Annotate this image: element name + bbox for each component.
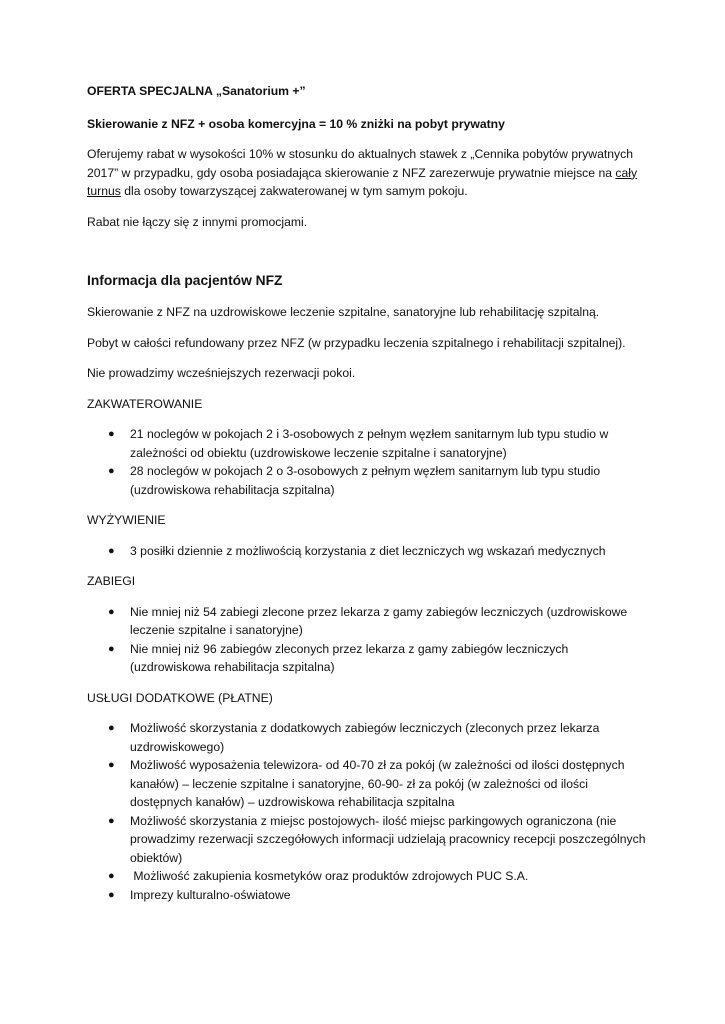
list-item <box>108 719 647 756</box>
bullet-icon: ● <box>108 814 115 827</box>
list-item-text: 3 posiłki dziennie z możliwością korzystania z diet leczniczych wg wskazań medycznych <box>130 543 606 558</box>
list-item-text: Możliwość zakupienia kosmetyków oraz produktów zdrojowych PUC S.A. <box>130 869 529 883</box>
food-list <box>87 542 647 561</box>
nfz-paragraph-1: Skierowanie z NFZ na uzdrowiskowe leczenie szpitalne, sanatoryjne lub rehabilitację szpitalną. <box>87 305 600 319</box>
list-item-text: Imprezy kulturalno-oświatowe <box>130 887 291 902</box>
list-item-text: Nie mniej niż 96 zabiegów zleconych przez lekarza z gamy zabiegów leczniczych (uzdrowiskowa rehabilitacja szpitalna) <box>130 641 569 674</box>
bullet-icon: ● <box>108 870 115 882</box>
accommodation-label: ZAKWATEROWANIE <box>87 396 203 411</box>
offer-description-part1: Oferujemy rabat w wysokości 10% w stosunku do aktualnych stawek z „Cennika pobytów prywatnych 2017” w przypadku, gdy osoba posiadająca skierowanie z NFZ zarezerwuje prywatnie miejsce na <box>87 147 633 180</box>
offer-description-part2: dla osoby towarzyszącej zakwaterowanej w tym samym pokoju. <box>120 184 468 198</box>
bullet-icon: ● <box>108 605 115 618</box>
list-item-text: Możliwość skorzystania z dodatkowych zabiegów leczniczych (zleconych przez lekarza uzdrowiskowego) <box>130 721 600 754</box>
list-item <box>108 542 647 561</box>
nfz-paragraph-2: Pobyt w całości refundowany przez NFZ (w przypadku leczenia szpitalnego i rehabilitacji szpitalnej). <box>87 335 626 350</box>
list-item-text: 28 noclegów w pokojach 2 o 3-osobowych z pełnym węzłem sanitarnym lub typu studio (uzdrowiskowa rehabilitacja szpitalna) <box>130 464 601 497</box>
offer-description-underlined: cały turnus <box>87 165 638 198</box>
food-label: WYŻYWIENIE <box>87 513 166 527</box>
offer-subtitle: Skierowanie z NFZ + osoba komercyjna = 10 % zniżki na pobyt prywatny <box>87 116 505 131</box>
offer-title: OFERTA SPECJALNA „Sanatorium +” <box>87 84 306 98</box>
bullet-icon: ● <box>108 544 115 557</box>
bullet-icon: ● <box>108 428 115 440</box>
extras-label: USŁUGI DODATKOWE (PŁATNE) <box>87 690 273 705</box>
list-item <box>108 462 647 499</box>
treatments-list <box>87 603 647 677</box>
nfz-paragraph-3: Nie prowadzimy wcześniejszych rezerwacji pokoi. <box>87 366 356 380</box>
treatments-label: ZABIEGI <box>87 574 136 588</box>
list-item <box>108 756 647 812</box>
bullet-icon: ● <box>108 759 115 771</box>
list-item <box>108 640 647 677</box>
list-item <box>108 886 647 905</box>
list-item-text: Nie mniej niż 54 zabiegi zlecone przez lekarza z gamy zabiegów leczniczych (uzdrowiskowe leczenie szpitalne i sanatoryjne) <box>130 604 628 637</box>
bullet-icon: ● <box>108 642 115 655</box>
offer-no-combine-note: Rabat nie łączy się z innymi promocjami. <box>87 214 308 229</box>
offer-description <box>87 145 647 201</box>
list-item <box>108 812 647 868</box>
extras-list <box>87 719 647 904</box>
accommodation-list <box>87 425 647 499</box>
bullet-icon: ● <box>108 722 115 734</box>
bullet-icon: ● <box>108 888 115 901</box>
document-page <box>87 82 647 904</box>
list-item-text: Możliwość wyposażenia telewizora- od 40-70 zł za pokój (w zależności od ilości dostępnych kanałów) – leczenie szpitalne i sanatoryjne, 60-90- zł za pokój (w zależności od ilości dostępnych kanałów) – uzdrowiskowa rehabilitacja szpitalna <box>130 758 625 809</box>
list-item-text: Możliwość skorzystania z miejsc postojowych- ilość miejsc parkingowych ograniczona (nie prowadzimy rezerwacji szczegółowych informacji udzielają pracownicy recepcji poszczególnych obiektów) <box>130 813 646 865</box>
list-item <box>108 425 647 462</box>
list-item <box>108 867 647 886</box>
list-item-text: 21 noclegów w pokojach 2 i 3-osobowych z pełnym węzłem sanitarnym lub typu studio w zależności od obiektu (uzdrowiskowe leczenie szpitalne i sanatoryjne) <box>130 427 609 460</box>
bullet-icon: ● <box>108 465 115 477</box>
list-item <box>108 603 647 640</box>
nfz-heading: Informacja dla pacjentów NFZ <box>87 273 283 288</box>
